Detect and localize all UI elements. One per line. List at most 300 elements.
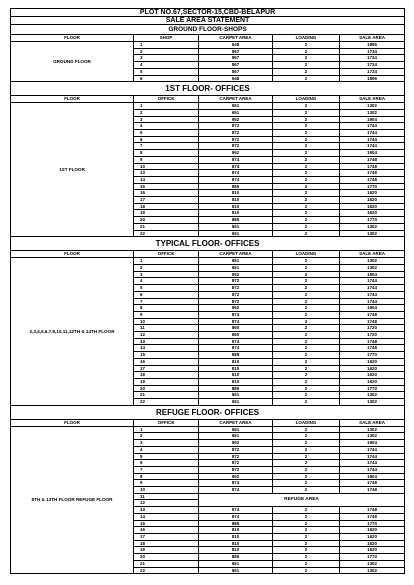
loading: 2 xyxy=(273,513,340,520)
loading: 2 xyxy=(273,217,340,224)
unit-number: 8 xyxy=(134,150,199,157)
carpet-area: 874 xyxy=(199,156,273,163)
sale-area: 1748 xyxy=(340,311,405,318)
sale-area: 1904 xyxy=(340,116,405,123)
carpet-area: 810 xyxy=(199,547,273,554)
unit-number: 5 xyxy=(134,130,199,137)
loading: 2 xyxy=(273,378,340,385)
table-body xyxy=(11,9,405,574)
sale-area: 1302 xyxy=(340,103,405,110)
carpet-area: 872 xyxy=(199,466,273,473)
carpet-area: 872 xyxy=(199,123,273,130)
column-header: SALE AREA xyxy=(340,35,405,42)
unit-number: 10 xyxy=(134,163,199,170)
unit-number: 9 xyxy=(134,480,199,487)
column-header-row xyxy=(11,419,405,426)
table-row xyxy=(11,103,405,110)
carpet-area: 874 xyxy=(199,163,273,170)
loading: 2 xyxy=(273,285,340,292)
carpet-area: 874 xyxy=(199,480,273,487)
loading: 2 xyxy=(273,534,340,541)
loading: 2 xyxy=(273,203,340,210)
column-header: FLOOR xyxy=(11,419,134,426)
unit-number: 15 xyxy=(134,520,199,527)
sale-area: 1720 xyxy=(340,332,405,339)
unit-number: 16 xyxy=(134,527,199,534)
carpet-area: 872 xyxy=(199,136,273,143)
subtitle-row xyxy=(11,17,405,25)
sale-area: 1620 xyxy=(340,534,405,541)
unit-number: 7 xyxy=(134,466,199,473)
column-header: SHOP xyxy=(134,35,199,42)
loading: 2 xyxy=(273,547,340,554)
sale-area-statement xyxy=(10,8,404,574)
sale-area: 1302 xyxy=(340,399,405,406)
unit-number: 5 xyxy=(134,68,199,75)
sale-area: 1620 xyxy=(340,365,405,372)
sale-area: 1744 xyxy=(340,285,405,292)
carpet-area: 885 xyxy=(199,183,273,190)
loading: 2 xyxy=(273,453,340,460)
loading: 2 xyxy=(273,433,340,440)
unit-number: 3 xyxy=(134,55,199,62)
sale-area: 1302 xyxy=(340,433,405,440)
carpet-area: 872 xyxy=(199,460,273,467)
sale-area-table xyxy=(10,8,405,574)
column-header: CARPET AREA xyxy=(199,419,273,426)
loading: 2 xyxy=(273,42,340,49)
column-header: OFFICE xyxy=(134,251,199,258)
unit-number: 6 xyxy=(134,75,199,82)
unit-number: 8 xyxy=(134,473,199,480)
sale-area: 1620 xyxy=(340,378,405,385)
unit-number: 13 xyxy=(134,507,199,514)
loading: 2 xyxy=(273,68,340,75)
unit-number: 10 xyxy=(134,318,199,325)
carpet-area: 651 xyxy=(199,426,273,433)
sale-area: 1302 xyxy=(340,223,405,230)
sale-area: 1770 xyxy=(340,183,405,190)
column-header: FLOOR xyxy=(11,35,134,42)
sale-area: 1744 xyxy=(340,143,405,150)
loading: 2 xyxy=(273,210,340,217)
unit-number: 1 xyxy=(134,103,199,110)
loading: 2 xyxy=(273,399,340,406)
loading: 2 xyxy=(273,338,340,345)
sale-area: 1744 xyxy=(340,291,405,298)
loading: 2 xyxy=(273,372,340,379)
unit-number: 4 xyxy=(134,446,199,453)
carpet-area: 872 xyxy=(199,453,273,460)
unit-number: 22 xyxy=(134,399,199,406)
carpet-area: 885 xyxy=(199,217,273,224)
column-header: FLOOR xyxy=(11,96,134,103)
loading: 2 xyxy=(273,446,340,453)
loading: 2 xyxy=(273,291,340,298)
loading: 2 xyxy=(273,163,340,170)
loading: 2 xyxy=(273,271,340,278)
sale-area: 1896 xyxy=(340,42,405,49)
sale-area: 1748 xyxy=(340,513,405,520)
unit-number: 21 xyxy=(134,223,199,230)
sale-area: 1744 xyxy=(340,130,405,137)
carpet-area: 860 xyxy=(199,332,273,339)
unit-number: 9 xyxy=(134,156,199,163)
unit-number: 18 xyxy=(134,540,199,547)
refuge-area-label: REFUGE AREA xyxy=(199,493,405,506)
floor-label: 2,3,4,5,6,7,9,10,11,12TH & 14TH FLOOR xyxy=(11,258,134,405)
sale-area: 1620 xyxy=(340,197,405,204)
unit-number: 6 xyxy=(134,291,199,298)
unit-number: 2 xyxy=(134,433,199,440)
carpet-area: 867 xyxy=(199,55,273,62)
sale-area: 1720 xyxy=(340,325,405,332)
unit-number: 9 xyxy=(134,311,199,318)
sale-area: 1748 xyxy=(340,480,405,487)
unit-number: 1 xyxy=(134,42,199,49)
carpet-area: 810 xyxy=(199,540,273,547)
carpet-area: 874 xyxy=(199,170,273,177)
loading: 2 xyxy=(273,520,340,527)
loading: 2 xyxy=(273,109,340,116)
carpet-area: 952 xyxy=(199,271,273,278)
section-heading-row xyxy=(11,25,405,35)
column-header: OFFICE xyxy=(134,96,199,103)
loading: 2 xyxy=(273,190,340,197)
carpet-area: 860 xyxy=(199,325,273,332)
sale-area: 1734 xyxy=(340,48,405,55)
loading: 2 xyxy=(273,116,340,123)
unit-number: 13 xyxy=(134,338,199,345)
sale-area: 1744 xyxy=(340,136,405,143)
carpet-area: 867 xyxy=(199,68,273,75)
carpet-area: 651 xyxy=(199,223,273,230)
loading: 2 xyxy=(273,507,340,514)
carpet-area: 651 xyxy=(199,560,273,567)
carpet-area: 952 xyxy=(199,473,273,480)
column-header: LOADING xyxy=(273,96,340,103)
sale-area: 1302 xyxy=(340,109,405,116)
unit-number: 3 xyxy=(134,440,199,447)
loading: 2 xyxy=(273,298,340,305)
column-header: CARPET AREA xyxy=(199,35,273,42)
carpet-area: 874 xyxy=(199,176,273,183)
carpet-area: 867 xyxy=(199,62,273,69)
section-heading-row xyxy=(11,405,405,419)
sale-area: 1734 xyxy=(340,62,405,69)
column-header: OFFICE xyxy=(134,419,199,426)
carpet-area: 948 xyxy=(199,75,273,82)
carpet-area: 651 xyxy=(199,264,273,271)
carpet-area: 885 xyxy=(199,352,273,359)
sale-area: 1734 xyxy=(340,55,405,62)
table-row xyxy=(11,426,405,433)
loading: 2 xyxy=(273,440,340,447)
sale-area: 1302 xyxy=(340,567,405,574)
carpet-area: 874 xyxy=(199,311,273,318)
section-heading-row xyxy=(11,237,405,251)
sale-area: 1748 xyxy=(340,338,405,345)
loading: 2 xyxy=(273,567,340,574)
loading: 2 xyxy=(273,460,340,467)
sale-area: 1904 xyxy=(340,305,405,312)
carpet-area: 810 xyxy=(199,358,273,365)
loading: 2 xyxy=(273,264,340,271)
section-heading: TYPICAL FLOOR- OFFICES xyxy=(11,237,405,251)
column-header: CARPET AREA xyxy=(199,251,273,258)
unit-number: 20 xyxy=(134,554,199,561)
loading: 2 xyxy=(273,48,340,55)
carpet-area: 874 xyxy=(199,345,273,352)
carpet-area: 651 xyxy=(199,103,273,110)
loading: 2 xyxy=(273,183,340,190)
column-header: LOADING xyxy=(273,35,340,42)
unit-number: 8 xyxy=(134,305,199,312)
unit-number: 7 xyxy=(134,298,199,305)
unit-number: 15 xyxy=(134,352,199,359)
carpet-area: 872 xyxy=(199,291,273,298)
document-subtitle: SALE AREA STATEMENT xyxy=(11,17,405,25)
unit-number: 3 xyxy=(134,271,199,278)
column-header: CARPET AREA xyxy=(199,96,273,103)
sale-area: 1620 xyxy=(340,527,405,534)
unit-number: 17 xyxy=(134,365,199,372)
sale-area: 1744 xyxy=(340,453,405,460)
sale-area: 1748 xyxy=(340,156,405,163)
floor-label: 8TH & 13TH FLOOR REFUGE FLOOR xyxy=(11,426,134,573)
carpet-area: 651 xyxy=(199,109,273,116)
unit-number: 18 xyxy=(134,372,199,379)
loading: 2 xyxy=(273,123,340,130)
unit-number: 5 xyxy=(134,453,199,460)
sale-area: 1748 xyxy=(340,176,405,183)
sale-area: 1302 xyxy=(340,264,405,271)
sale-area: 1302 xyxy=(340,426,405,433)
sale-area: 1770 xyxy=(340,520,405,527)
sale-area: 1744 xyxy=(340,446,405,453)
carpet-area: 874 xyxy=(199,487,273,494)
unit-number: 11 xyxy=(134,325,199,332)
loading: 2 xyxy=(273,150,340,157)
carpet-area: 810 xyxy=(199,203,273,210)
sale-area: 1620 xyxy=(340,547,405,554)
unit-number: 5 xyxy=(134,285,199,292)
unit-number: 11 xyxy=(134,493,199,500)
sale-area: 1748 xyxy=(340,487,405,494)
unit-number: 22 xyxy=(134,230,199,237)
carpet-area: 872 xyxy=(199,298,273,305)
section-heading-row xyxy=(11,82,405,96)
unit-number: 3 xyxy=(134,116,199,123)
sale-area: 1302 xyxy=(340,392,405,399)
carpet-area: 952 xyxy=(199,440,273,447)
sale-area: 1904 xyxy=(340,271,405,278)
unit-number: 15 xyxy=(134,183,199,190)
carpet-area: 952 xyxy=(199,305,273,312)
loading: 2 xyxy=(273,62,340,69)
sale-area: 1620 xyxy=(340,358,405,365)
unit-number: 19 xyxy=(134,547,199,554)
carpet-area: 810 xyxy=(199,372,273,379)
carpet-area: 651 xyxy=(199,258,273,265)
unit-number: 20 xyxy=(134,217,199,224)
sale-area: 1734 xyxy=(340,68,405,75)
loading: 2 xyxy=(273,170,340,177)
sale-area: 1302 xyxy=(340,230,405,237)
carpet-area: 651 xyxy=(199,567,273,574)
loading: 2 xyxy=(273,325,340,332)
unit-number: 22 xyxy=(134,567,199,574)
loading: 2 xyxy=(273,473,340,480)
carpet-area: 810 xyxy=(199,378,273,385)
unit-number: 14 xyxy=(134,345,199,352)
carpet-area: 651 xyxy=(199,433,273,440)
carpet-area: 651 xyxy=(199,230,273,237)
loading: 2 xyxy=(273,75,340,82)
sale-area: 1744 xyxy=(340,278,405,285)
loading: 2 xyxy=(273,230,340,237)
loading: 2 xyxy=(273,305,340,312)
unit-number: 21 xyxy=(134,392,199,399)
unit-number: 12 xyxy=(134,500,199,507)
loading: 2 xyxy=(273,487,340,494)
loading: 2 xyxy=(273,223,340,230)
loading: 2 xyxy=(273,103,340,110)
carpet-area: 952 xyxy=(199,116,273,123)
loading: 2 xyxy=(273,392,340,399)
loading: 2 xyxy=(273,540,340,547)
loading: 2 xyxy=(273,55,340,62)
sale-area: 1770 xyxy=(340,352,405,359)
unit-number: 17 xyxy=(134,534,199,541)
sale-area: 1748 xyxy=(340,507,405,514)
carpet-area: 948 xyxy=(199,42,273,49)
carpet-area: 810 xyxy=(199,210,273,217)
sale-area: 1770 xyxy=(340,385,405,392)
sale-area: 1620 xyxy=(340,372,405,379)
carpet-area: 872 xyxy=(199,278,273,285)
sale-area: 1770 xyxy=(340,217,405,224)
sale-area: 1620 xyxy=(340,540,405,547)
column-header: LOADING xyxy=(273,419,340,426)
carpet-area: 885 xyxy=(199,520,273,527)
unit-number: 6 xyxy=(134,136,199,143)
unit-number: 19 xyxy=(134,210,199,217)
loading: 2 xyxy=(273,136,340,143)
loading: 2 xyxy=(273,311,340,318)
sale-area: 1748 xyxy=(340,345,405,352)
carpet-area: 885 xyxy=(199,385,273,392)
sale-area: 1770 xyxy=(340,554,405,561)
sale-area: 1904 xyxy=(340,150,405,157)
column-header-row xyxy=(11,251,405,258)
loading: 2 xyxy=(273,345,340,352)
section-heading: REFUGE FLOOR- OFFICES xyxy=(11,405,405,419)
carpet-area: 952 xyxy=(199,150,273,157)
unit-number: 18 xyxy=(134,203,199,210)
carpet-area: 810 xyxy=(199,527,273,534)
unit-number: 16 xyxy=(134,358,199,365)
unit-number: 1 xyxy=(134,258,199,265)
sale-area: 1620 xyxy=(340,190,405,197)
sale-area: 1744 xyxy=(340,123,405,130)
unit-number: 21 xyxy=(134,560,199,567)
loading: 2 xyxy=(273,554,340,561)
carpet-area: 874 xyxy=(199,338,273,345)
sale-area: 1744 xyxy=(340,460,405,467)
column-header: SALE AREA xyxy=(340,419,405,426)
table-row xyxy=(11,42,405,49)
sale-area: 1904 xyxy=(340,440,405,447)
carpet-area: 810 xyxy=(199,365,273,372)
column-header: SALE AREA xyxy=(340,251,405,258)
sale-area: 1896 xyxy=(340,75,405,82)
unit-number: 4 xyxy=(134,123,199,130)
column-header-row xyxy=(11,96,405,103)
unit-number: 4 xyxy=(134,62,199,69)
loading: 2 xyxy=(273,365,340,372)
carpet-area: 872 xyxy=(199,285,273,292)
unit-number: 6 xyxy=(134,460,199,467)
sale-area: 1744 xyxy=(340,466,405,473)
loading: 2 xyxy=(273,318,340,325)
unit-number: 2 xyxy=(134,48,199,55)
section-heading: 1ST FLOOR- OFFICES xyxy=(11,82,405,96)
sale-area: 1904 xyxy=(340,473,405,480)
column-header-row xyxy=(11,35,405,42)
floor-label: 1ST FLOOR xyxy=(11,103,134,237)
unit-number: 1 xyxy=(134,426,199,433)
unit-number: 4 xyxy=(134,278,199,285)
sale-area: 1620 xyxy=(340,203,405,210)
carpet-area: 874 xyxy=(199,507,273,514)
sale-area: 1302 xyxy=(340,258,405,265)
loading: 2 xyxy=(273,143,340,150)
column-header: FLOOR xyxy=(11,251,134,258)
carpet-area: 867 xyxy=(199,48,273,55)
carpet-area: 651 xyxy=(199,399,273,406)
sale-area: 1748 xyxy=(340,170,405,177)
sale-area: 1302 xyxy=(340,560,405,567)
column-header: SALE AREA xyxy=(340,96,405,103)
unit-number: 19 xyxy=(134,378,199,385)
loading: 2 xyxy=(273,197,340,204)
loading: 2 xyxy=(273,332,340,339)
unit-number: 2 xyxy=(134,264,199,271)
loading: 2 xyxy=(273,156,340,163)
loading: 2 xyxy=(273,466,340,473)
unit-number: 7 xyxy=(134,143,199,150)
unit-number: 12 xyxy=(134,332,199,339)
sale-area: 1748 xyxy=(340,318,405,325)
loading: 2 xyxy=(273,358,340,365)
loading: 2 xyxy=(273,176,340,183)
loading: 2 xyxy=(273,527,340,534)
loading: 2 xyxy=(273,426,340,433)
unit-number: 17 xyxy=(134,197,199,204)
table-row xyxy=(11,258,405,265)
carpet-area: 872 xyxy=(199,143,273,150)
floor-label: GROUND FLOOR xyxy=(11,42,134,82)
sale-area: 1620 xyxy=(340,210,405,217)
carpet-area: 872 xyxy=(199,446,273,453)
column-header: LOADING xyxy=(273,251,340,258)
unit-number: 10 xyxy=(134,487,199,494)
unit-number: 13 xyxy=(134,170,199,177)
loading: 2 xyxy=(273,258,340,265)
carpet-area: 651 xyxy=(199,392,273,399)
sale-area: 1748 xyxy=(340,163,405,170)
